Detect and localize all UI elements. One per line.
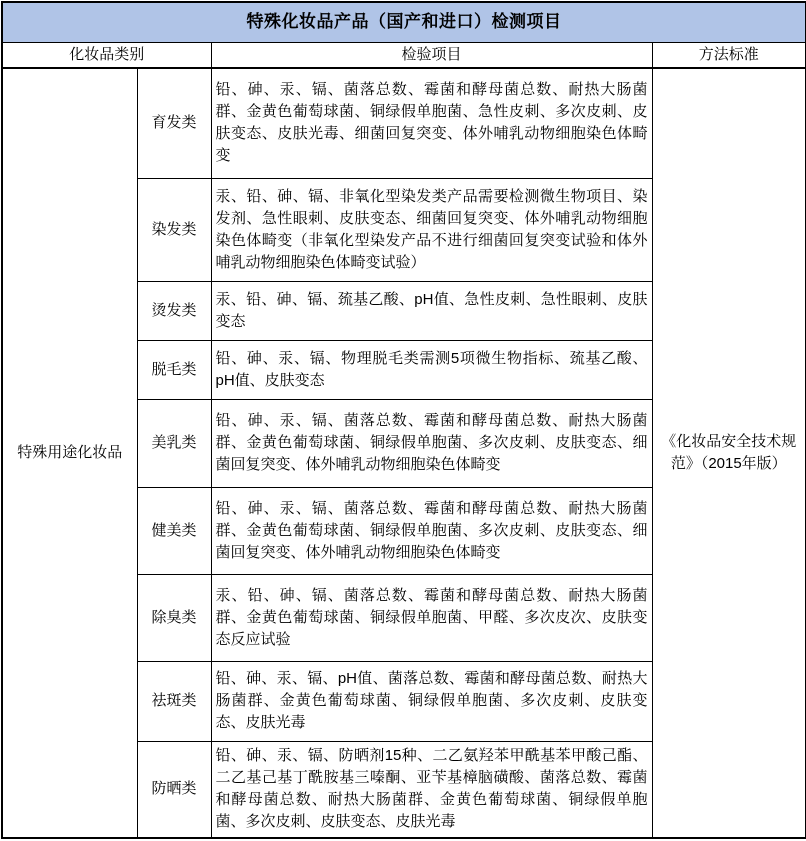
items-cell: 铅、砷、汞、镉、pH值、菌落总数、霉菌和酵母菌总数、耐热大肠菌群、金黄色葡萄球菌、铜绿假单胞菌、多次皮刺、皮肤变态、皮肤光毒 [211,661,652,741]
items-cell: 汞、铅、砷、镉、非氧化型染发类产品需要检测微生物项目、染发剂、急性眼刺、皮肤变态、细菌回复突变、体外哺乳动物细胞染色体畸变（非氧化型染发产品不进行细菌回复突变试验和体外哺乳动物细胞染色体畸变试验） [211,178,652,281]
category-cell: 除臭类 [137,574,211,661]
items-cell: 汞、铅、砷、镉、菌落总数、霉菌和酵母菌总数、耐热大肠菌群、金黄色葡萄球菌、铜绿假单胞菌、甲醛、多次皮次、皮肤变态反应试验 [211,574,652,661]
items-cell: 铅、砷、汞、镉、菌落总数、霉菌和酵母菌总数、耐热大肠菌群、金黄色葡萄球菌、铜绿假单胞菌、急性皮刺、多次皮刺、皮肤变态、皮肤光毒、细菌回复突变、体外哺乳动物细胞染色体畸变 [211,68,652,178]
category-cell: 染发类 [137,178,211,281]
category-cell: 烫发类 [137,281,211,340]
category-cell: 育发类 [137,68,211,178]
method-standard-cell: 《化妆品安全技术规范》（2015年版） [652,68,806,838]
group-label-cell: 特殊用途化妆品 [2,68,137,838]
title-row [2,2,806,42]
header-row [2,42,806,68]
header-category-column: 化妆品类别 [2,42,211,68]
inspection-items-table [1,1,806,839]
table-row [2,68,806,178]
table-title: 特殊化妆品产品（国产和进口）检测项目 [2,2,806,42]
items-cell: 铅、砷、汞、镉、菌落总数、霉菌和酵母菌总数、耐热大肠菌群、金黄色葡萄球菌、铜绿假单胞菌、多次皮刺、皮肤变态、细菌回复突变、体外哺乳动物细胞染色体畸变 [211,487,652,574]
header-items-column: 检验项目 [211,42,652,68]
items-cell: 铅、砷、汞、镉、防晒剂15种、二乙氨羟苯甲酰基苯甲酸己酯、二乙基己基丁酰胺基三嗪酮、亚苄基樟脑磺酸、菌落总数、霉菌和酵母菌总数、耐热大肠菌群、金黄色葡萄球菌、铜绿假单胞菌、多次皮刺、皮肤变态、皮肤光毒 [211,741,652,838]
category-cell: 美乳类 [137,399,211,487]
items-cell: 铅、砷、汞、镉、菌落总数、霉菌和酵母菌总数、耐热大肠菌群、金黄色葡萄球菌、铜绿假单胞菌、多次皮刺、皮肤变态、细菌回复突变、体外哺乳动物细胞染色体畸变 [211,399,652,487]
category-cell: 防晒类 [137,741,211,838]
items-cell: 汞、铅、砷、镉、巯基乙酸、pH值、急性皮刺、急性眼刺、皮肤变态 [211,281,652,340]
header-method-column: 方法标准 [652,42,806,68]
category-cell: 祛斑类 [137,661,211,741]
category-cell: 脱毛类 [137,340,211,399]
items-cell: 铅、砷、汞、镉、物理脱毛类需测5项微生物指标、巯基乙酸、pH值、皮肤变态 [211,340,652,399]
category-cell: 健美类 [137,487,211,574]
